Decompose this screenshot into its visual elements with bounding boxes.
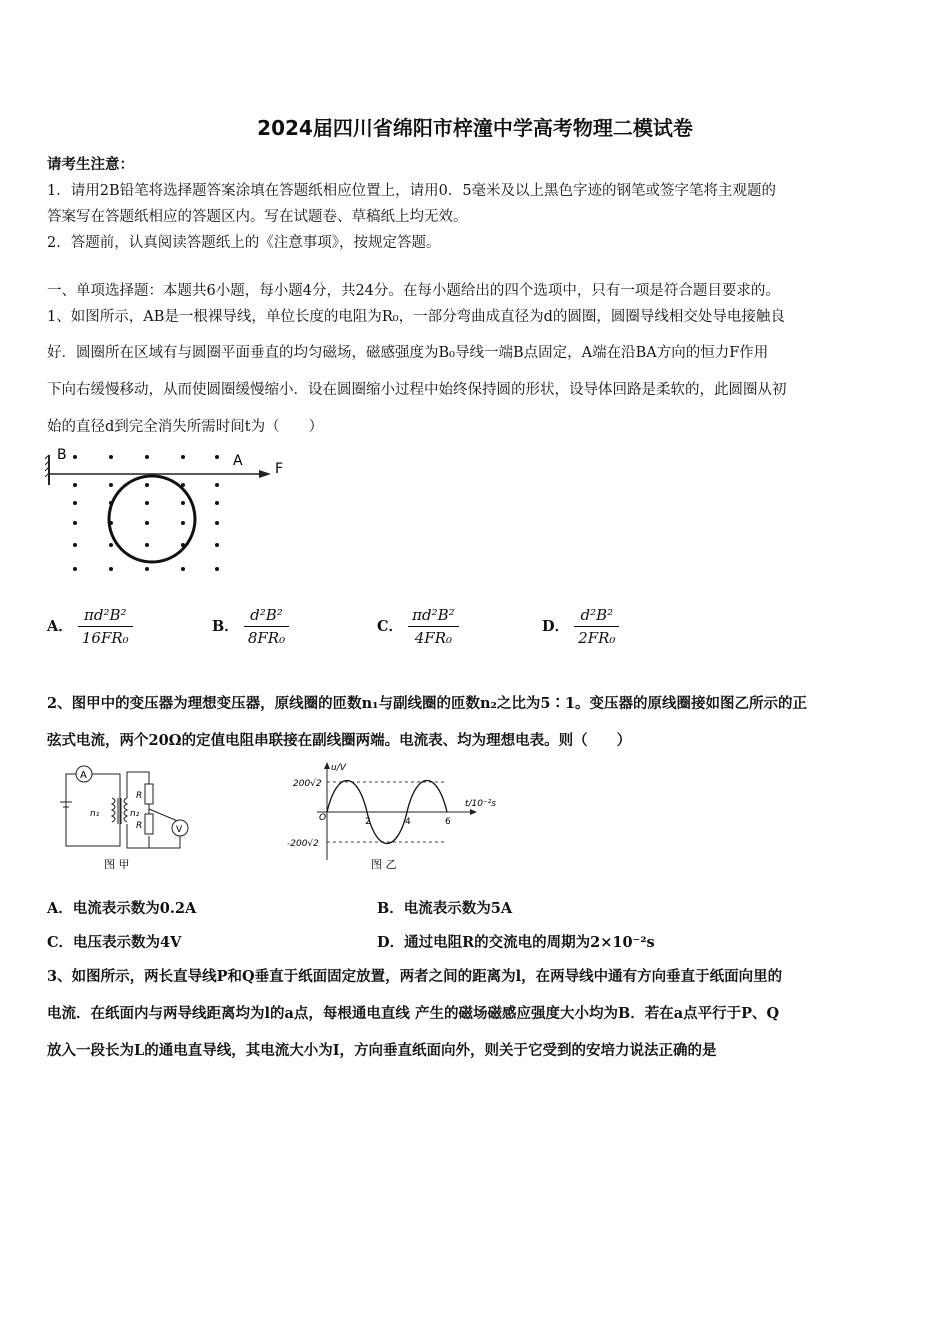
notice-line: 1．请用2B铅笔将选择题答案涂填在答题纸相应位置上，请用0．5毫米及以上黑色字迹的钢笔或签字笔将主观题的 [47, 183, 777, 199]
voltmeter-label: V [176, 825, 183, 835]
ymin-label: -200√2 [287, 839, 319, 849]
fig-caption-jia: 图 甲 [104, 858, 130, 871]
q2-waveform-figure [285, 760, 505, 875]
r2-label: R [136, 821, 143, 831]
q1-option-d[interactable]: D． $\frac{\text{d²B²}}{\text{2FR₀}}$ [542, 606, 619, 647]
q2-circuit-figure [52, 760, 200, 875]
fig-caption-yi: 图 乙 [371, 858, 397, 871]
section-heading: 一、单项选择题：本题共6小题，每小题4分，共24分。在每小题给出的四个选项中，只有一项是符合题目要求的。 [47, 283, 780, 299]
tick-2: 2 [365, 817, 371, 827]
ymax-label: 200√2 [293, 779, 322, 789]
label-b: B [57, 447, 67, 463]
q2-option-b[interactable]: B．电流表示数为5A [377, 900, 513, 917]
q1-text: 始的直径d到完全消失所需时间t为（ ） [47, 419, 324, 435]
label-a: A [233, 453, 243, 469]
notice-line: 2．答题前，认真阅读答题纸上的《注意事项》，按规定答题。 [47, 235, 441, 251]
r1-label: R [136, 791, 143, 801]
q1-option-a[interactable]: A． $\frac{\text{πd²B²}}{\text{16FR₀}}$ [47, 606, 133, 647]
label-f: F [275, 461, 284, 477]
q3-text: 放入一段长为L的通电直导线，其电流大小为I，方向垂直纸面向外，则关于它受到的安培力说法正确的是 [47, 1042, 717, 1059]
origin-label: O [319, 813, 327, 823]
ammeter-label: A [80, 770, 87, 781]
q2-option-d[interactable]: D．通过电阻R的交流电的周期为2×10⁻²s [377, 934, 655, 951]
x-axis-label: t/10⁻²s [465, 799, 497, 809]
q1-text: 好．圆圈所在区域有与圆圈平面垂直的均匀磁场，磁感强度为B₀导线一端B点固定，A端在沿BA方向的恒力F作用 [47, 345, 769, 361]
q2-option-a[interactable]: A．电流表示数为0.2A [47, 900, 197, 917]
q3-text: 3、如图所示，两长直导线P和Q垂直于纸面固定放置，两者之间的距离为l，在两导线中通有方向垂直于纸面向里的 [47, 968, 783, 985]
notice-heading: 请考生注意： [47, 156, 134, 173]
q1-option-c[interactable]: C． $\frac{\text{πd²B²}}{\text{4FR₀}}$ [377, 606, 459, 647]
tick-4: 4 [405, 817, 411, 827]
y-axis-label: u/V [331, 763, 346, 773]
q1-text: 1、如图所示，AB是一根裸导线，单位长度的电阻为R₀，一部分弯曲成直径为d的圆圈，圆圈导线相交处导电接触良 [47, 309, 785, 325]
q3-text: 电流．在纸面内与两导线距离均为l的a点，每根通电直线 产生的磁场磁感应强度大小均为B．若在a点平行于P、Q [47, 1005, 780, 1022]
notice-line: 答案写在答题纸相应的答题区内。写在试题卷、草稿纸上均无效。 [47, 209, 468, 225]
page-title: 2024届四川省绵阳市梓潼中学高考物理二模试卷 [257, 116, 693, 140]
q1-option-b[interactable]: B． $\frac{\text{d²B²}}{\text{8FR₀}}$ [212, 606, 289, 647]
n2-label: n₂ [130, 809, 140, 819]
q2-text: 弦式电流，两个20Ω的定值电阻串联接在副线圈两端。电流表、均为理想电表。则（ ） [47, 732, 632, 749]
q2-option-c[interactable]: C．电压表示数为4V [47, 934, 182, 951]
q2-text: 2、图甲中的变压器为理想变压器，原线圈的匝数n₁与副线圈的匝数n₂之比为5∶1。变压器的原线圈接如图乙所示的正 [47, 695, 808, 712]
n1-label: n₁ [90, 809, 100, 819]
q1-text: 下向右缓慢移动，从而使圆圈缓慢缩小．设在圆圈缩小过程中始终保持圆的形状，设导体回路是柔软的，此圆圈从初 [47, 382, 787, 398]
tick-6: 6 [445, 817, 451, 827]
q1-figure [45, 445, 295, 580]
